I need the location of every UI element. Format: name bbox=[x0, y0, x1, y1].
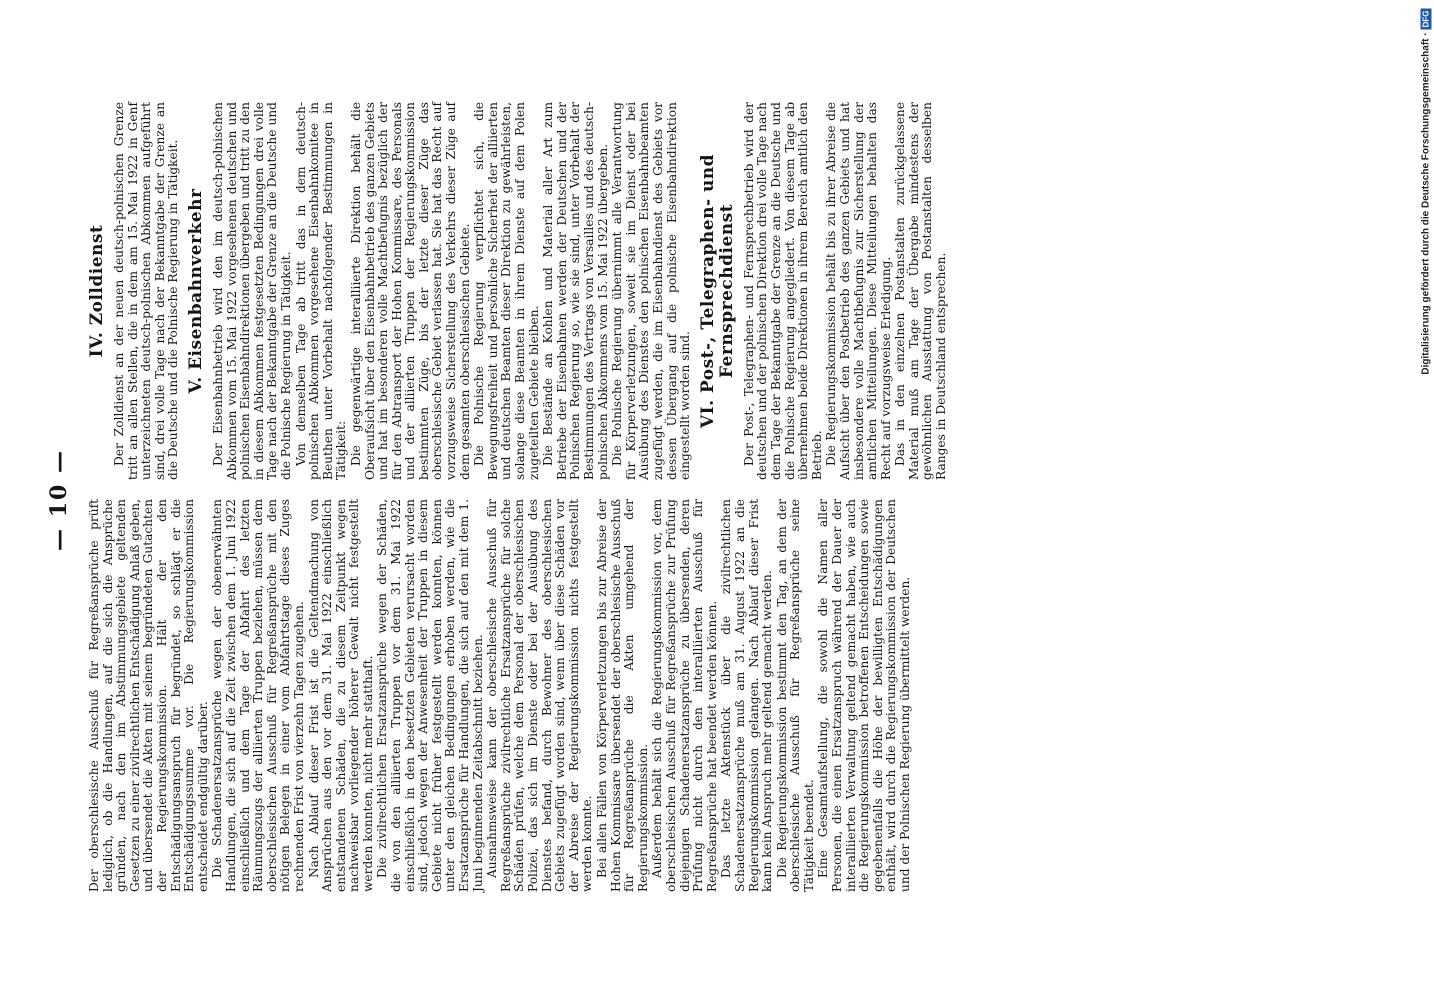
left-paragraph: Außerdem behält sich die Regierungskommission vor, dem oberschlesischen Ausschuß für Regreßansprüche zur Prüfung diejenigen Schadenersatzansprüche zu übersenden, deren Prüfung nicht durch den interalliierten Ausschuß für Regreßansprüche hat beendet werden können. bbox=[650, 499, 719, 892]
left-paragraph: Der oberschlesische Ausschuß für Regreßansprüche prüft lediglich, ob die Handlungen, auf die sich die Ansprüche gründen, nach den im Abstimmungsgebiete geltenden Gesetzen zu einer zivilrechtlichen Entschädigung Anlaß geben, und übersendet die Akten mit seinem begründeten Gutachten der Regierungskommission. Hält der den Entschädigungsanspruch für begründet, so schlägt er die Entschädigungssumme vor. Die Regierungskommission entscheidet endgültig darüber. bbox=[87, 499, 210, 892]
left-paragraph: Ausnahmsweise kann der oberschlesische Ausschuß für Regreßansprüche zivilrechtliche Ersatzansprüche für solche Schäden prüfen, welche dem Personal der oberschlesischen Polizei, das sich im Dienste oder bei der Ausübung des Dienstes befand, durch Bewohner des oberschlesischen Gebiets zugefügt worden sind, wenn über diese Schäden vor der Abreise der Regierungskommission nichts festgestellt werden konnte. bbox=[485, 499, 595, 892]
right-paragraph: Das in den einzelnen Postanstalten zurückgelassene Material muß am Tage der Übergabe mindestens der gewöhnlichen Ausstattung von Postanstalten desselben Ranges in Deutschland entsprechen. bbox=[893, 102, 949, 480]
right-paragraph: Der Post-, Telegraphen- und Fernsprechbetrieb wird der deutschen und der polnischen Direktion drei volle Tage nach dem Tage der Bekanntgabe der Grenze an die Deutsche und die Polnische Regierung angegliedert. Von diesem Tage ab übernehmen beide Direktionen in ihrem Bereich amtlich den Betrieb. bbox=[741, 102, 824, 480]
right-paragraph: Die Polnische Regierung verpflichtet sich, die Bewegungsfreiheit und persönliche Sicherheit der alliierten und deutschen Beamten dieser Direktion zu gewährleisten, solange diese Beamten in ihrem Dienste auf dem Polen zugeteilten Gebiete bleiben. bbox=[472, 102, 541, 480]
left-paragraph: Die Regierungskommission bestimmt den Tag, an dem der oberschlesische Ausschuß für Regreßansprüche seine Tätigkeit beendet. bbox=[774, 499, 816, 892]
section-heading-zolldienst: IV. Zolldienst bbox=[87, 224, 107, 358]
left-paragraph: Die zivilrechtlichen Ersatzansprüche wegen der Schäden, die von den alliierten Truppen vor dem 31. Mai 1922 einschließlich in den besetzten Gebieten verursacht worden sind, jedoch wegen der Anwesenheit der Truppen in diesem Gebiete nicht früher festgestellt werden konnten, können unter den gleichen Bedingungen erhoben werden, wie die Ersatzansprüche für Handlungen, die sich auf den mit dem 1. Juni beginnenden Zeitabschnitt beziehen. bbox=[375, 499, 485, 892]
right-paragraph: Die Polnische Regierung übernimmt alle Verantwortung für Körperverletzungen, soweit sie im Dienst oder bei Ausübung des Dienstes den polnischen Eisenbahnbeamten zugefügt werden, die im Eisenbahndienst des Gebiets vor dessen Übergang auf die polnische Eisenbahndirektion eingestellt worden sind. bbox=[610, 102, 693, 480]
right-column bbox=[88, 102, 950, 480]
left-column bbox=[88, 499, 914, 892]
right-paragraph: Der Eisenbahnbetrieb wird den im deutsch-polnischen Abkommen vom 15. Mai 1922 vorgesehenen deutschen und polnischen Eisenbahndirektionen übergeben und tritt zu den in diesem Abkommen festgesetzten Bedingungen drei volle Tage nach der Bekanntgabe der Grenze an die Deutsche und die Polnische Regierung in Tätigkeit. bbox=[210, 102, 293, 480]
left-paragraph: Nach Ablauf dieser Frist ist die Geltendmachung von Ansprüchen aus den vor dem 31. Mai 1922 einschließlich entstandenen Schäden, die zu diesem Zeitpunkt wegen nachweisbar vorliegender höherer Gewalt nicht festgestellt werden konnten, nicht mehr statthaft. bbox=[306, 499, 375, 892]
left-paragraph: Bei allen Fällen von Körperverletzungen bis zur Abreise der Hohen Kommissare übersendet der oberschlesische Ausschuß für Regreßansprüche die Akten umgehend der Regierungskommission. bbox=[594, 499, 650, 892]
right-paragraph: Die gegenwärtige interalliierte Direktion behält die Oberaufsicht über den Eisenbahnbetrieb des ganzen Gebiets und hat im besonderen volle Machtbefugnis bezüglich der für den Abtransport der Hohen Kommissare, des Personals und der alliierten Truppen der Regierungskommission bestimmten Züge, bis der letzte dieser Züge das oberschlesische Gebiet verlassen hat. Sie hat das Recht auf vorzugsweise Sicherstellung des Verkehrs dieser Züge auf dem gesamten oberschlesischen Gebiete. bbox=[348, 102, 472, 480]
dfg-logo: DFG bbox=[1421, 10, 1430, 27]
left-paragraph: Die Schadenersatzansprüche wegen der obenerwähnten Handlungen, die sich auf die Zeit zwischen dem 1. Juni 1922 einschließlich und dem Tage der Abfahrt des letzten Räumungszugs der alliierten Truppen beziehen, müssen dem oberschlesischen Ausschuß für Regreßansprüche mit den nötigen Belegen in einer vom Abfahrtstage dieses Zuges rechnenden Frist von vierzehn Tagen zugehen. bbox=[210, 499, 306, 892]
left-paragraph: Das letzte Aktenstück über die zivilrechtlichen Schadenersatzansprüche muß am 31. August 1922 an die Regierungskommission gelangen. Nach Ablauf dieser Frist kann kein Anspruch mehr geltend gemacht werden. bbox=[719, 499, 775, 892]
section-heading-eisenbahnverkehr: V. Eisenbahnverkehr bbox=[185, 188, 206, 394]
page-number: — 10 — bbox=[46, 449, 72, 551]
stamp-text: Digitalisierung gefördert durch die Deutsche Forschungsgemeinschaft · bbox=[1420, 31, 1431, 375]
right-paragraph: Die Bestände an Kohlen und Material aller Art zum Betriebe der Eisenbahnen werden der Deutschen und der Polnischen Regierung so, wie sie sind, unter Vorbehalt der Bestimmungen des Vertrags von Versailles und des deutsch-polnischen Abkommens vom 15. Mai 1922 übergeben. bbox=[541, 102, 610, 480]
right-paragraph: Die Regierungskommission behält bis zu ihrer Abreise die Aufsicht über den Postbetrieb des ganzen Gebiets und hat insbesondere volle Machtbefugnis zur Sicherstellung der amtlichen Mitteilungen. Diese Mitteilungen behalten das Recht auf vorzugsweise Erledigung. bbox=[824, 102, 893, 480]
digitization-stamp bbox=[1419, 8, 1431, 993]
right-paragraph: Der Zolldienst an der neuen deutsch-polnischen Grenze tritt an allen Stellen, die in dem am 15. Mai 1922 in Genf unterzeichneten deutsch-polnischen Abkommen aufgeführt sind, drei volle Tage nach der Bekanntgabe der Grenze an die Deutsche und die Polnische Regierung in Tätigkeit. bbox=[112, 102, 181, 480]
section-heading-postdienst: VI. Post-, Telegraphen- und Fernsprechdienst bbox=[697, 153, 737, 429]
left-paragraph: Eine Gesamtaufstellung, die sowohl die Namen aller Personen, die einen Ersatzanspruch während der Dauer der interalliierten Verwaltung geltend gemacht haben, wie auch die Regierungskommission betroffenen Entscheidungen sowie gegebenenfalls die Höhe der bewilligten Entschädigungen enthält, wird durch die Regierungskommission der Deutschen und der Polnischen Regierung übermittelt werden. bbox=[816, 499, 913, 892]
right-paragraph: Von demselben Tage ab tritt das in dem deutsch-polnischen Abkommen vorgesehene Eisenbahnkomitee in Beuthen unter Vorbehalt nachfolgender Bestimmungen in Tätigkeit: bbox=[293, 102, 349, 480]
